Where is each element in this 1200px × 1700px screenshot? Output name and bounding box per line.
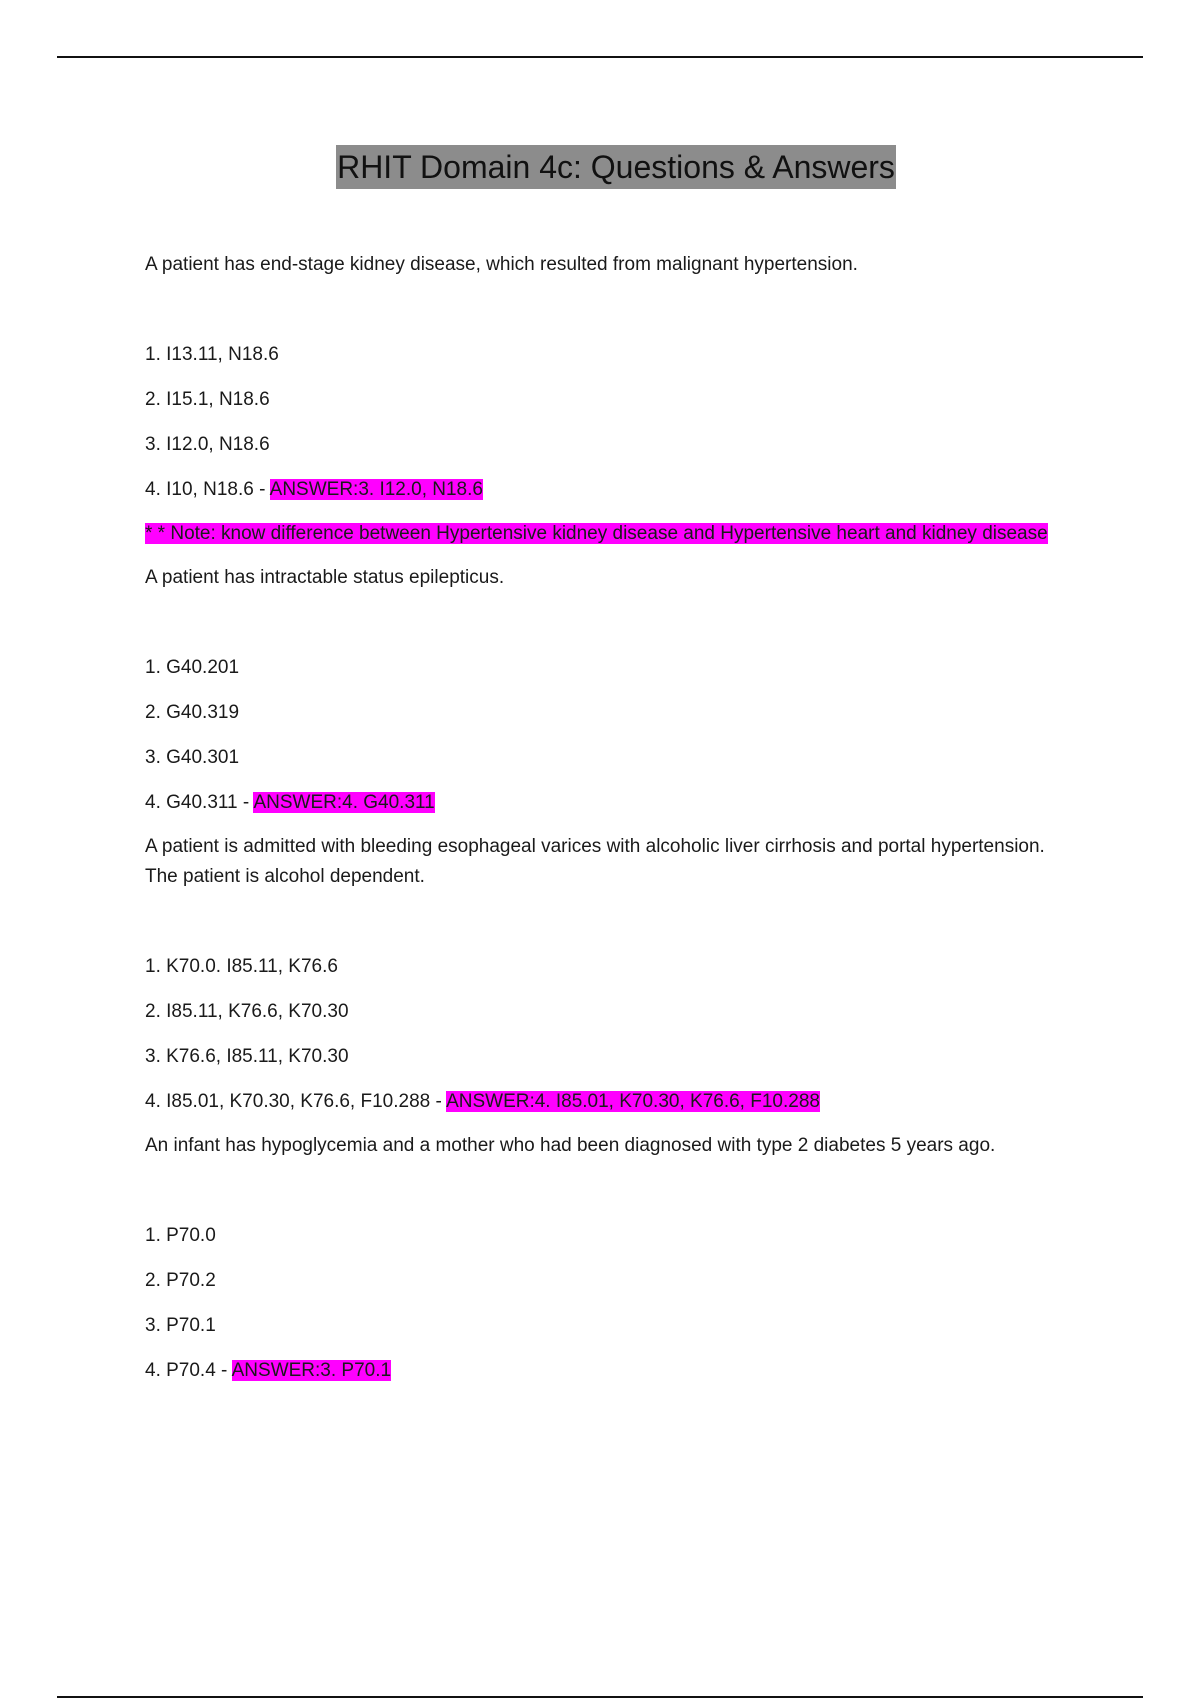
answer-option-last [145,1087,1065,1117]
answer-option-last [145,1356,1065,1386]
note-line [145,519,1065,549]
question-stem: A patient is admitted with bleeding esophageal varices with alcoholic liver cirrhosis and portal hypertension. The patient is alcohol dependent. [145,836,1050,887]
answer-option: 2. G40.319 [145,702,240,723]
document-body [145,250,1065,1400]
answer-option: 1. G40.201 [145,657,240,678]
note-highlight: * * Note: know difference between Hypertensive kidney disease and Hypertensive heart and kidney disease [145,523,1048,544]
question-block [145,250,1065,549]
answer-option: 1. K70.0. I85.11, K76.6 [145,956,338,977]
answer-option-text: 4. I10, N18.6 - [145,479,270,500]
question-stem: A patient has intractable status epilepticus. [145,567,505,588]
question-block [145,563,1065,818]
answer-option-last [145,475,1065,505]
page-title-text: RHIT Domain 4c: Questions & Answers [336,145,896,189]
answer-highlight: ANSWER:3. P70.1 [231,1360,392,1381]
question-stem: A patient has end-stage kidney disease, which resulted from malignant hypertension. [145,254,858,275]
question-block [145,1131,1065,1386]
answer-highlight: ANSWER:3. I12.0, N18.6 [269,479,483,500]
answer-option: 3. G40.301 [145,747,240,768]
answer-option-text: 4. I85.01, K70.30, K76.6, F10.288 - [145,1091,447,1112]
answer-option: 1. P70.0 [145,1225,216,1246]
answer-option: 3. K76.6, I85.11, K70.30 [145,1046,349,1067]
top-rule [57,56,1143,58]
question-stem: An infant has hypoglycemia and a mother who had been diagnosed with type 2 diabetes 5 years ago. [145,1135,996,1156]
answer-option: 2. P70.2 [145,1270,216,1291]
answer-highlight: ANSWER:4. G40.311 [253,792,435,813]
answer-option: 1. I13.11, N18.6 [145,344,279,365]
page-title [0,145,1200,189]
answer-option: 3. I12.0, N18.6 [145,434,270,455]
answer-option-text: 4. P70.4 - [145,1360,232,1381]
answer-highlight: ANSWER:4. I85.01, K70.30, K76.6, F10.288 [446,1091,820,1112]
answer-option: 3. P70.1 [145,1315,216,1336]
answer-option: 2. I85.11, K76.6, K70.30 [145,1001,349,1022]
answer-option: 2. I15.1, N18.6 [145,389,270,410]
answer-option-last [145,788,1065,818]
answer-option-text: 4. G40.311 - [145,792,254,813]
bottom-rule [57,1696,1143,1698]
question-block [145,832,1065,1117]
